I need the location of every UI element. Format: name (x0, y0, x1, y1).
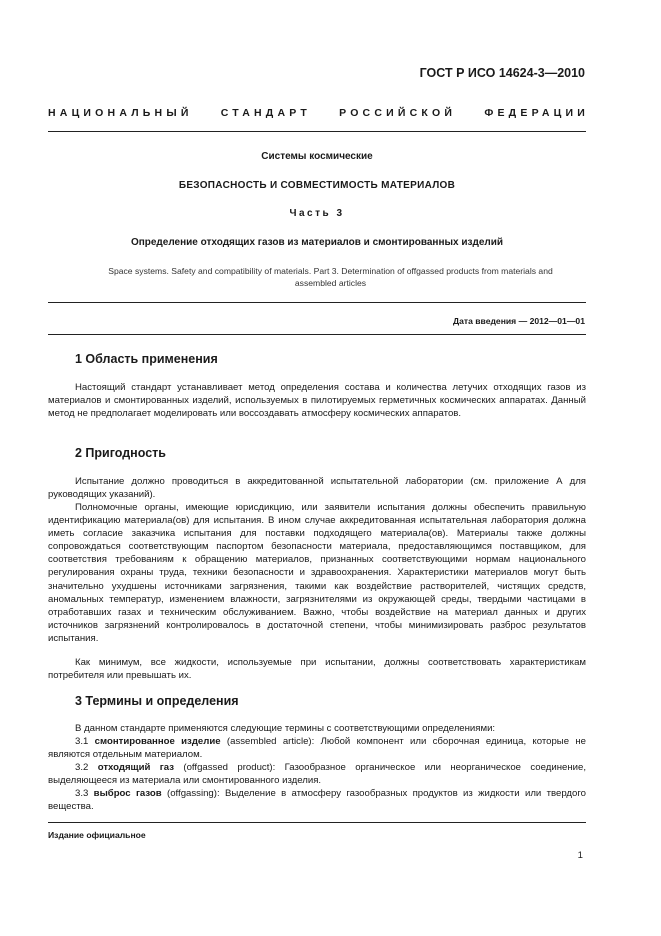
term-number: 3.3 (75, 788, 89, 799)
term-name: отходящий газ (97, 762, 175, 773)
section-3-heading: 3 Термины и определения (75, 694, 239, 708)
top-rule (48, 131, 586, 132)
title-line-2: БЕЗОПАСНОСТЬ И СОВМЕСТИМОСТЬ МАТЕРИАЛОВ (178, 180, 456, 191)
title-subtitle: Определение отходящих газов из материалов и смонтированных изделий (130, 237, 504, 248)
term-definition: (assembled article): Любой компонент или сборочная единица, которые не являются отдельным материалом. (48, 736, 586, 761)
section-1-paragraph-1: Настоящий стандарт устанавливает метод определения состава и количества летучих отходящих газов из материалов и смонтированных изделий, используемых в пилотируемых герметичных космических аппаратах. Данный метод не предполагает моделировать или воссоздавать атмосферу космических аппаратов. (48, 382, 586, 420)
term-definition: (offgassed product): Газообразное органическое или неорганическое соединение, выделяющееся из материала или смонтированного изделия. (48, 762, 586, 787)
term-number: 3.1 (75, 736, 89, 747)
section-2-paragraph-3: Как минимум, все жидкости, используемые при испытании, должны соответствовать характеристикам потребителя или превышать их. (48, 657, 586, 682)
title-part: Часть 3 (289, 208, 345, 219)
document-number: ГОСТ Р ИСО 14624-3—2010 (419, 66, 585, 80)
page-number: 1 (577, 850, 583, 861)
section-3-intro: В данном стандарте применяются следующие термины с соответствующими определениями: (75, 723, 496, 734)
date-rule (48, 334, 586, 335)
section-2-paragraph-1: Испытание должно проводиться в аккредитованной испытательной лаборатории (см. приложение А для руководящих указаний). (48, 476, 586, 501)
term-3-1 (48, 735, 586, 761)
effective-date: Дата введения — 2012—01—01 (452, 316, 585, 326)
section-1-heading: 1 Область применения (75, 352, 218, 366)
term-definition: (offgassing): Выделение в атмосферу газообразных продуктов из жидкости или твердого вещества. (48, 788, 586, 813)
title-line-1: Системы космические (261, 151, 373, 162)
edition-note: Издание официальное (48, 830, 146, 840)
national-standard-banner: НАЦИОНАЛЬНЫЙ СТАНДАРТ РОССИЙСКОЙ ФЕДЕРАЦИИ (48, 107, 589, 119)
term-3-2 (48, 761, 586, 787)
title-english: Space systems. Safety and compatibility of materials. Part 3. Determination of offgassed products from materials and assembled articles (108, 266, 553, 288)
title-rule (48, 302, 586, 303)
section-2-paragraph-2: Полномочные органы, имеющие юрисдикцию, или заявители испытания должны обеспечить правильную идентификацию материала(ов) для испытания. В ином случае аккредитованная испытательная лаборатория должна иметь согласие заказчика испытания для поставки подходящего материала(ов). Материалы также должны сопровождаться соответствующим паспортом безопасности материала, предоставляющимся поставщиком, для соответствия требованиям к обращению материалов, признанных соответствующими нормам национального регулирования охраны труда, техники безопасности и здравоохранения. Характеристики материалов могут быть значительно ухудшены источниками загрязнения, такими как воздействие растворителей, чистящих средств, аномальных температур, изменением влажности, загрязнителями из окружающей среды, твердыми частицами в отработавших газах и техническим обслуживанием. Важно, чтобы воздействие на материал данных и других источников загрязнений контролировалось в достаточной степени, чтобы минимизировать разброс результатов испытания. (48, 502, 586, 644)
section-2-heading: 2 Пригодность (75, 446, 166, 460)
footer-rule (48, 822, 586, 823)
term-name: смонтированное изделие (94, 736, 221, 747)
term-3-3 (48, 787, 586, 813)
term-name: выброс газов (93, 788, 162, 799)
term-number: 3.2 (75, 762, 89, 773)
